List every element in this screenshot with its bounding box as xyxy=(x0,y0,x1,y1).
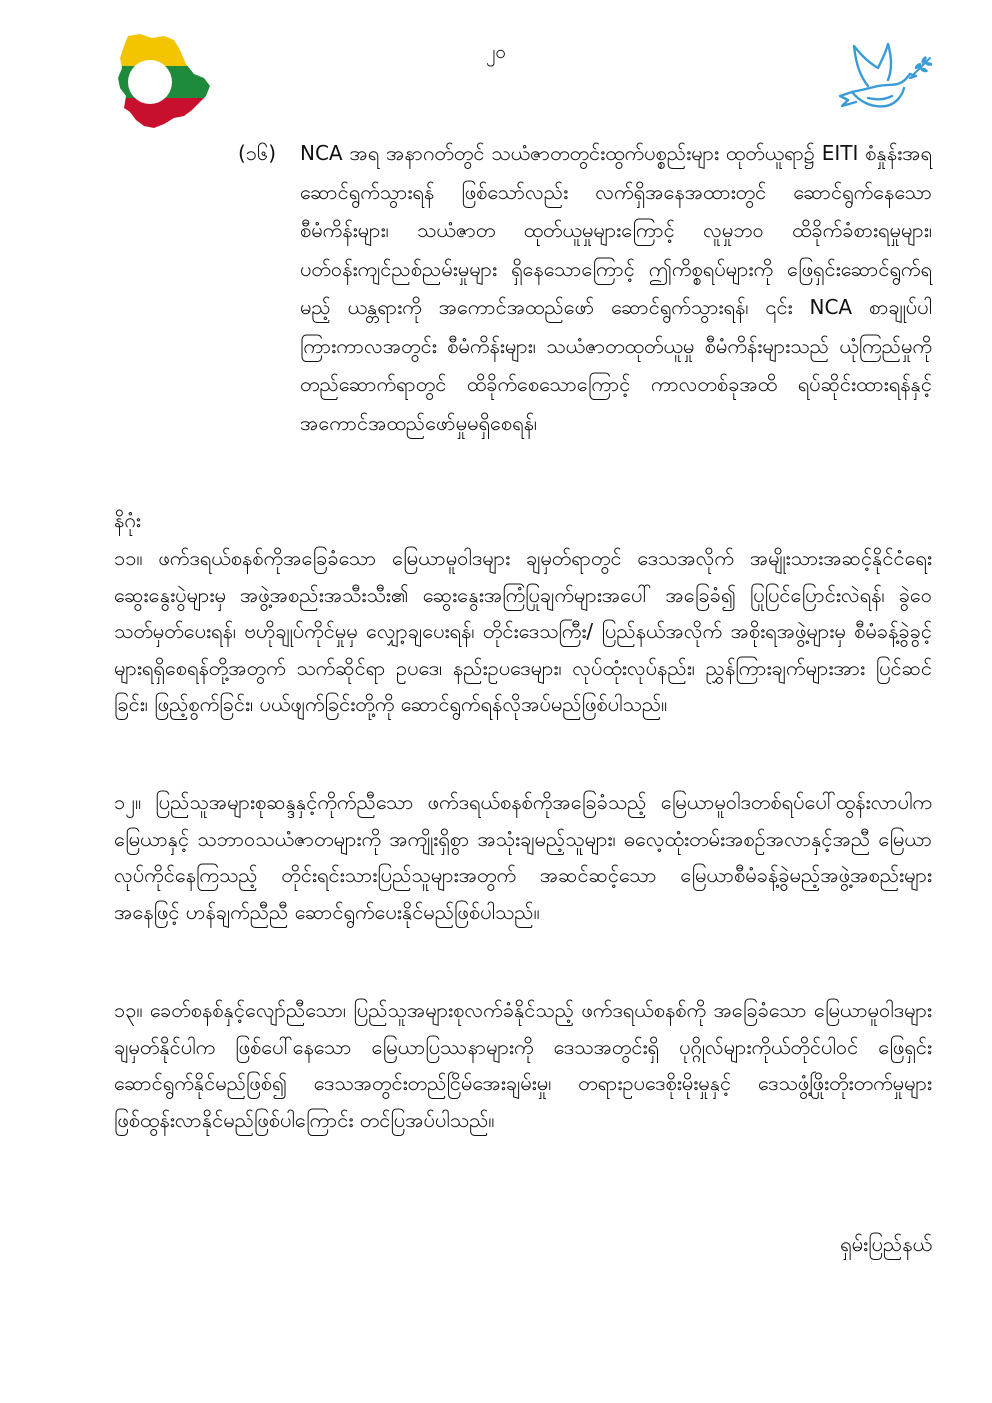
item-number: (၁၆) xyxy=(238,141,277,165)
paragraph-11: ၁၁။ ဖက်ဒရယ်စနစ်ကိုအခြေခံသော မြေယာမူဝါဒများ ချမှတ်ရာတွင် ဒေသအလိုက် အမျိုးသားအဆင့်နိုင်ငံရေးဆွေးနွေးပွဲများမှ အဖွဲ့အစည်းအသီးသီး၏ ဆွေးနွေးအကြံပြုချက်များအပေါ် အခြေခံ၍ ပြုပြင်ပြောင်းလဲရန်၊ ခွဲဝေသတ်မှတ်ပေးရန်၊ ဗဟိုချုပ်ကိုင်မှုမှ လျှော့ချပေးရန်၊ တိုင်းဒေသကြီး/ ပြည်နယ်အလိုက် အစိုးရအဖွဲ့များမှ စီမံခန့်ခွဲခွင့်များရရှိစေရန်တို့အတွက် သက်ဆိုင်ရာ ဥပဒေ၊ နည်းဥပဒေများ၊ လုပ်ထုံးလုပ်နည်း၊ ညွှန်ကြားချက်များအား ပြင်ဆင်ခြင်း၊ ဖြည့်စွက်ခြင်း၊ ပယ်ဖျက်ခြင်းတို့ကို ဆောင်ရွက်ရန်လိုအပ်မည်ဖြစ်ပါသည်။ xyxy=(114,546,932,717)
item-text: NCA အရ အနာဂတ်တွင် သယံဇာတတွင်းထွက်ပစ္စည်းများ ထုတ်ယူရာ၌ EITI စံနှုန်းအရ ဆောင်ရွက်သွားရန် ဖြစ်သော်လည်း လက်ရှိအနေအထားတွင် ဆောင်ရွက်နေသော စီမံကိန်းများ၊ သယံဇာတ ထုတ်ယူမှုများကြောင့် လူမှုဘဝ ထိခိုက်ခံစားရမှုများ၊ ပတ်ဝန်းကျင်ညစ်ညမ်းမှုများ ရှိနေသောကြောင့် ဤကိစ္စရပ်များကို ဖြေရှင်းဆောင်ရွက်ရမည့် ယန္တရားကို အကောင်အထည်ဖော် ဆောင်ရွက်သွားရန်၊ ၎င်း NCA စာချုပ်ပါ ကြားကာလအတွင်း စီမံကိန်းများ၊ သယံဇာတထုတ်ယူမှု စီမံကိန်းများသည် ယုံကြည်မှုကို တည်ဆောက်ရာတွင် ထိခိုက်စေသောကြောင့် ကာလတစ်ခုအထိ ရပ်ဆိုင်းထားရန်နှင့် အကောင်အထည်ဖော်မှုမရှိစေရန်၊ xyxy=(300,141,932,435)
paragraph-12: ၁၂။ ပြည်သူအများစုဆန္ဒနှင့်ကိုက်ညီသော ဖက်ဒရယ်စနစ်ကိုအခြေခံသည့် မြေယာမူဝါဒတစ်ရပ်ပေါ်ထွန်းလာပါက မြေယာနှင့် သဘာဝသယံဇာတများကို အကျိုးရှိစွာ အသုံးချမည့်သူများ၊ ဓလေ့ထုံးတမ်းအစဉ်အလာနှင့်အညီ မြေယာလုပ်ကိုင်နေကြသည့် တိုင်းရင်းသားပြည်သူများအတွက် အဆင်ဆင့်သော မြေယာစီမံခန့်ခွဲမည့်အဖွဲ့အစည်းများအနေဖြင့် ဟန်ချက်ညီညီ ဆောင်ရွက်ပေးနိုင်မည်ဖြစ်ပါသည်။ xyxy=(114,790,932,924)
peace-dove-logo xyxy=(838,40,932,126)
signature-state-name: ရှမ်းပြည်နယ် xyxy=(840,1232,932,1256)
dove-icon xyxy=(838,40,932,126)
section-heading: နိဂုံး xyxy=(114,508,141,532)
list-item-16 xyxy=(238,134,932,442)
paragraph-13: ၁၃။ ခေတ်စနစ်နှင့်လျော်ညီသော၊ ပြည်သူအများစုလက်ခံနိုင်သည့် ဖက်ဒရယ်စနစ်ကို အခြေခံသော မြေယာမူဝါဒများ ချမှတ်နိုင်ပါက ဖြစ်ပေါ်နေသော မြေယာပြဿနာများကို ဒေသအတွင်းရှိ ပုဂ္ဂိုလ်များကိုယ်တိုင်ပါဝင် ဖြေရှင်းဆောင်ရွက်နိုင်မည်ဖြစ်၍ ဒေသအတွင်းတည်ငြိမ်အေးချမ်းမှု၊ တရားဥပဒေစိုးမိုးမှုနှင့် ဒေသဖွံ့ဖြိုးတိုးတက်မှုများ ဖြစ်ထွန်းလာနိုင်မည်ဖြစ်ပါကြောင်း တင်ပြအပ်ပါသည်။ xyxy=(114,998,932,1132)
page-number: ၂၀ xyxy=(485,41,507,63)
